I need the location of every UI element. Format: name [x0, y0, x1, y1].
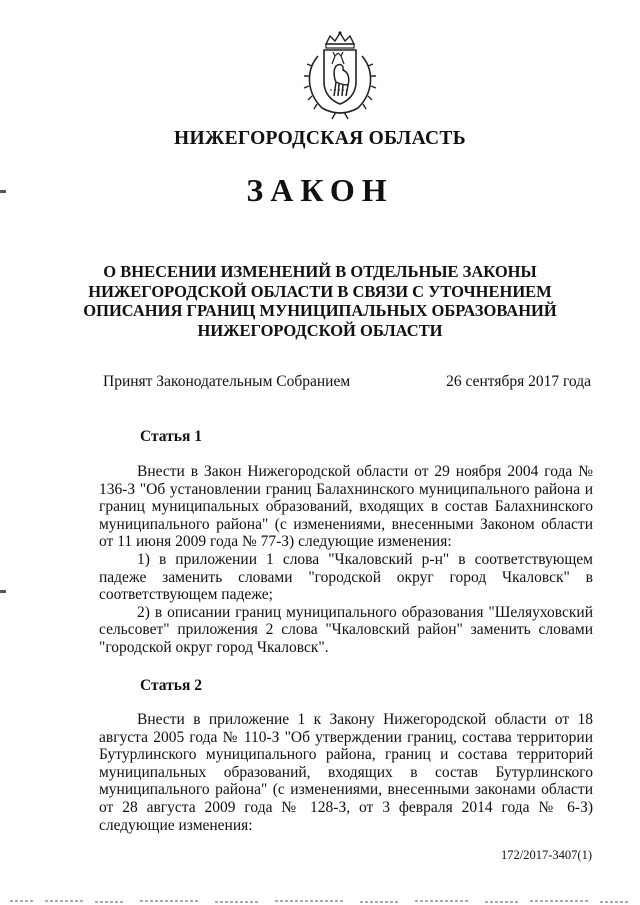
document-number: 172/2017-3407(1) [501, 848, 592, 862]
article-1-item-1: 1) в приложении 1 слова "Чкаловский р-н" в соответствующем падеже заменить словами "городской округ город Чкаловск" в соответствующем падеже; [99, 550, 593, 604]
scan-mark [0, 190, 6, 193]
adoption-line [103, 373, 591, 391]
adoption-date: 26 сентября 2017 года [446, 373, 591, 390]
law-title-line: ОПИСАНИЯ ГРАНИЦ МУНИЦИПАЛЬНЫХ ОБРАЗОВАНИЙ [83, 301, 557, 320]
article-1-body [99, 463, 593, 657]
document-type: ЗАКОН [246, 172, 394, 208]
scan-edge-noise [0, 896, 640, 905]
article-2-body [99, 711, 593, 834]
adopted-by: Принят Законодательным Собранием [103, 373, 351, 390]
article-1-intro: Внести в Закон Нижегородской области от 29 ноября 2004 года № 136-З "Об установлении границ Балахнинского муниципального района и границ муниципальных образований, входящих в состав Балахнинского муниципального района" (с изменениями, внесенными Законом области от 11 июня 2009 года № 77-З) следующие изменения: [99, 463, 593, 551]
law-title-line: О ВНЕСЕНИИ ИЗМЕНЕНИЙ В ОТДЕЛЬНЫЕ ЗАКОНЫ [103, 262, 537, 281]
law-title-line: НИЖЕГОРОДСКОЙ ОБЛАСТИ В СВЯЗИ С УТОЧНЕНИЕМ [88, 281, 552, 301]
scan-mark [0, 590, 6, 593]
region-name: НИЖЕГОРОДСКАЯ ОБЛАСТЬ [174, 128, 466, 149]
article-1-item-2: 2) в описании границ муниципального образования "Шеляуховский сельсовет" приложения 2 слова "Чкаловский район" заменить словами "городской округ город Чкаловск". [99, 603, 593, 656]
law-title [60, 262, 580, 340]
law-title-line: НИЖЕГОРОДСКОЙ ОБЛАСТИ [197, 320, 443, 340]
coat-of-arms-icon [296, 30, 384, 120]
article-1-heading: Статья 1 [140, 428, 202, 445]
article-2-heading: Статья 2 [140, 677, 202, 694]
article-2-intro: Внести в приложение 1 к Закону Нижегородской области от 18 августа 2005 года № 110-З "Об утверждении границ, состава территории Бутурлинского муниципального района, границ и состава территорий муниципальных образований, входящих в состав Бутурлинского муниципального района" (с изменениями, внесенными законами области от 28 августа 2009 года № 128-З, от 3 февраля 2014 года № 6-З) следующие изменения: [99, 711, 593, 834]
